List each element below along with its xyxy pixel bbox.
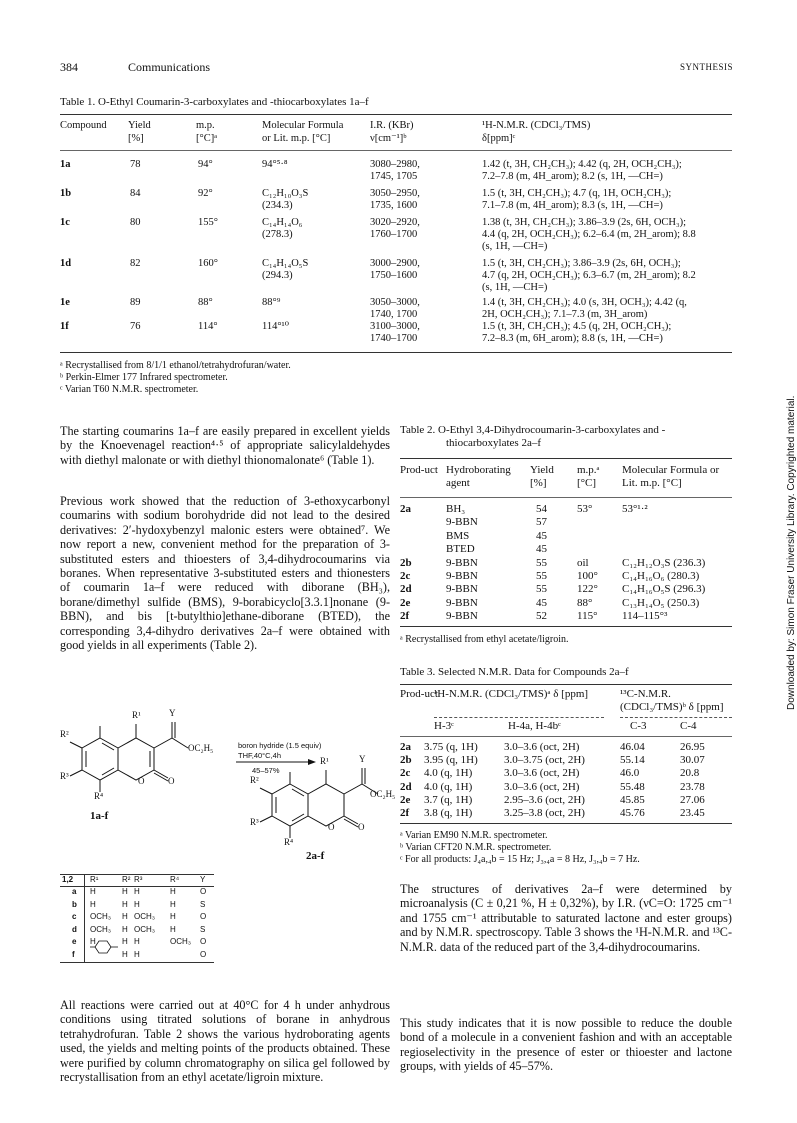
reagent-yield: 45–57%: [252, 766, 280, 775]
dihydrocoumarin-structure: [250, 762, 400, 862]
table2-cell: 52: [536, 610, 547, 623]
start-label: 1a-f: [90, 810, 109, 822]
table2-cell: 122°: [577, 583, 598, 596]
table1-ir: 3000–2900,: [370, 258, 420, 269]
table2-cell: C₁₄H₁₆O₅S (296.3): [622, 583, 706, 596]
table3-cell: 2f: [400, 807, 410, 819]
table1-nmr: 4.4 (q, 2H, OCH₂CH₃); 6.2–6.4 (m, 2H_arom); 8.8: [482, 229, 696, 240]
table2-col-header: Molecular Formula or Lit. m.p. [°C]: [622, 464, 720, 489]
table2-cell: 55: [536, 556, 547, 569]
substituent-row: f H H O: [72, 949, 207, 959]
table3-cell: 3.0–3.6 (oct, 2H): [504, 767, 580, 780]
table2-cell: 9-BBN: [446, 596, 478, 609]
table1-col-header: Molecular Formula: [262, 120, 344, 131]
intro-paragraph: The starting coumarins 1a–f are easily prepared in excellent yields by the Knoevenagel reaction⁴·⁵ of appropriate salicylaldehydes with diethyl malonate or with diethyl thionomalonate⁶ (Table 1).: [60, 424, 390, 467]
product-label: 2a-f: [306, 850, 325, 862]
table3-cell: 23.45: [680, 807, 705, 819]
table3-cell: 55.14: [620, 754, 645, 767]
table2-cell: 55: [536, 570, 547, 582]
table1-formula: (294.3): [262, 270, 293, 281]
table2-cell: 45: [536, 596, 547, 609]
table2-cell: 53°: [577, 503, 593, 515]
table1-formula: (234.3): [262, 200, 293, 211]
table1-col-header: Yield: [128, 120, 151, 131]
table3-cell: 2c: [400, 767, 411, 780]
table1-col-subheader: or Lit. m.p. [°C]: [262, 133, 331, 144]
table1-yield: 84: [130, 188, 141, 199]
table1-row-id: 1b: [60, 188, 72, 199]
table2-caption: Table 2. O-Ethyl 3,4-Dihydrocoumarin-3-carboxylates and -thiocarboxylates 2a–f: [400, 424, 666, 449]
p-oet-label: OC₂H₅: [370, 789, 396, 799]
table1-mp: 88°: [198, 297, 213, 308]
table3-subheader-cell: H-3ᶜ: [434, 720, 454, 732]
table1-ir: 1760–1700: [370, 229, 418, 240]
table1-footnotes: [60, 360, 291, 396]
table3-caption: Table 3. Selected N.M.R. Data for Compounds 2a–f: [400, 666, 629, 678]
table1-yield: 82: [130, 258, 141, 269]
table2-cell: C₁₄H₁₆O₆ (280.3): [622, 570, 700, 582]
table3-subheader-cell: C-3: [630, 720, 647, 732]
table3-cell: 45.76: [620, 807, 645, 819]
table2-cell: 53°¹·²: [622, 503, 648, 515]
table1-formula: 94°⁵·⁸: [262, 159, 288, 170]
table1-yield: 80: [130, 217, 141, 228]
table1-formula: 114°¹⁰: [262, 321, 289, 332]
table1-ir: 3100–3000,: [370, 321, 420, 332]
table2-cell: oil: [577, 556, 589, 569]
table1-nmr: (s, 1H, —CH=): [482, 241, 548, 252]
table1-row-id: 1f: [60, 321, 69, 332]
table3-cell: 2.95–3.6 (oct, 2H): [504, 793, 585, 806]
table3-cell: 3.0–3.75 (oct, 2H): [504, 754, 585, 767]
table2-cell: C₁₂H₁₂O₃S (236.3): [622, 556, 706, 569]
table1-ir: 1740–1700: [370, 333, 418, 344]
table3-cell: 2a: [400, 741, 411, 753]
table3-cell: 30.07: [680, 754, 705, 767]
table3-cell: 2e: [400, 793, 411, 806]
table1-formula: (278.3): [262, 229, 293, 240]
structures-paragraph: The structures of derivatives 2a–f were determined by microanalysis (C ± 0,21 %, H ± 0,32%), by I.R. (νC=O: 1725 cm⁻¹ and 1755 cm⁻¹ attributable to saturated lactone and ester groups) and by N.M.R. spectroscopy. Table 3 shows the ¹H-N.M.R. and ¹³C-N.M.R. data of the reduced part of the 3,4-dihydrocoumarins.: [400, 882, 732, 954]
table2-cell: 54: [536, 503, 547, 515]
table1-row-id: 1e: [60, 297, 70, 308]
substituent-row: a H H H H O: [72, 887, 207, 896]
table1-ir: 3020–2920,: [370, 217, 420, 228]
table1-nmr: 2H, OCH₂CH₃); 7.1–7.3 (m, 3H_arom): [482, 309, 648, 320]
table3-footnote: ᵇ Varian CFT20 N.M.R. spectrometer.: [400, 842, 552, 853]
table1-mp: 114°: [198, 321, 218, 332]
table2-cell: 45: [536, 543, 547, 556]
table3-c-head: ¹³C-N.M.R. (CDCl₃/TMS)ᵇ δ [ppm]: [620, 688, 724, 713]
download-notice: Downloaded by: Simon Fraser University Library. Copyrighted material.: [786, 395, 797, 710]
section-title: Communications: [128, 60, 210, 74]
table3-cell: 20.8: [680, 767, 700, 780]
p-carbonyl-o-label: O: [358, 822, 365, 832]
table1-nmr: 1.42 (t, 3H, CH₂CH₃); 4.42 (q, 2H, OCH₂CH₃);: [482, 159, 682, 170]
table3-cell: 3.0–3.6 (oct, 2H): [504, 741, 580, 753]
p-ring-o-label: O: [328, 822, 335, 832]
table2-cell: BTED: [446, 543, 475, 556]
table3-cell: 26.95: [680, 741, 705, 753]
table3-cell: 55.48: [620, 780, 645, 793]
table1-col-subheader: [°C]ᵃ: [196, 133, 218, 144]
table1-ir: 1745, 1705: [370, 171, 418, 182]
table2-col-header: Yield [%]: [530, 464, 554, 489]
table1-ir: 1740, 1700: [370, 309, 418, 320]
table2-cell: 114–115°³: [622, 610, 668, 623]
conclusion-paragraph: This study indicates that it is now possible to reduce the double bond of a molecule in a convenient fashion and with an acceptable regioselectivity in the presence of ester or thioester and lactone groups, with yields of 45–57%.: [400, 1016, 732, 1074]
table2-cell: 88°: [577, 596, 593, 609]
table1-nmr: 1.5 (t, 3H, CH₂CH₃); 4.7 (q, 1H, OCH₂CH₃);: [482, 188, 672, 199]
p-r1-label: R¹: [320, 756, 329, 766]
table2-cell: 45: [536, 529, 547, 542]
table3-cell: 23.78: [680, 780, 705, 793]
table2-col-header: m.p.ᵃ [°C]: [577, 464, 600, 489]
table3-cell: 45.85: [620, 793, 645, 806]
table3-cell: 3.75 (q, 1H): [424, 741, 478, 753]
table1-footnote: ᵇ Perkin-Elmer 177 Infrared spectrometer.: [60, 372, 228, 383]
table1-ir: 3050–3000,: [370, 297, 420, 308]
table2-cell: 9-BBN: [446, 583, 478, 596]
table1-col-header: ¹H-N.M.R. (CDCl₃/TMS): [482, 120, 591, 131]
table3-cell: 4.0 (q, 1H): [424, 780, 473, 793]
table1-nmr: 1.5 (t, 3H, CH₂CH₃); 4.5 (q, 2H, OCH₂CH₃);: [482, 321, 672, 332]
journal-name: SYNTHESIS: [679, 62, 733, 72]
method-paragraph: Previous work showed that the reduction of 3-ethoxycarbonyl coumarins with sodium borohydride did not lead to the desired derivatives: 2′-hydoxybenzyl malonic esters were obtained⁷. We now report a new, convenient method for the preparation of 3-substituted esters and thioesters of 3,4-dihydrocoumarins via boranes. When representative 3-substituted esters and thionesters of coumarin 1a–f were reduced with diborane (BH₃), borane/dimethyl sulfide (BMS), 9-borabicyclo[3.3.1]nonane (9-BBN), and bis [t-butylthio]ethane-diborane (BTED), the corresponding 3,4-dihydro derivatives 2a–f were obtained with good yields in all experiments (Table 2).: [60, 494, 390, 653]
table3-cell: 46.04: [620, 741, 645, 753]
table2-col-header: Prod-uct: [400, 464, 438, 476]
table3-cell: 3.95 (q, 1H): [424, 754, 478, 767]
table2-cell: 115°: [577, 610, 598, 623]
table3-cell: 3.25–3.8 (oct, 2H): [504, 807, 585, 819]
y-label: Y: [169, 708, 176, 718]
table1-formula: C₁₂H₁₀O₃S: [262, 188, 309, 199]
substituent-row: c OCH₃ H OCH₃ H O: [72, 912, 207, 921]
table1-nmr: (s, 1H, —CH=): [482, 282, 548, 293]
r4-label: R⁴: [94, 791, 104, 801]
table2-col-header: Hydroborating agent: [446, 464, 511, 489]
table1-ir: 1750–1600: [370, 270, 418, 281]
p-r3-label: R³: [250, 817, 259, 827]
table2-cell: 55: [536, 583, 547, 596]
table1-row-id: 1d: [60, 258, 72, 269]
table3-cell: 46.0: [620, 767, 640, 780]
phenyl-ring-icon: [90, 940, 120, 954]
table3-cell: 2d: [400, 780, 412, 793]
substituent-row: d OCH₃ H OCH₃ H S: [72, 924, 206, 934]
table1-col-subheader: [%]: [128, 133, 144, 144]
table3-footnote: ᶜ For all products: J₄a,₄b = 15 Hz; J₃,₄a = 8 Hz, J₃,₄b = 7 Hz.: [400, 854, 640, 865]
table1-nmr: 1.4 (t, 3H, CH₂CH₃); 4.0 (s, 3H, OCH₃); 4.42 (q,: [482, 297, 687, 308]
table1-ir: 1735, 1600: [370, 200, 418, 211]
table1-ir: 3050–2950,: [370, 188, 420, 199]
table1-col-header: m.p.: [196, 120, 215, 131]
table1-yield: 78: [130, 159, 141, 170]
table3-h-head: ¹H-N.M.R. (CDCl₃/TMS)ᵃ δ [ppm]: [434, 688, 589, 700]
table1-formula: C₁₄H₁₄O₆: [262, 217, 303, 228]
table1-yield: 89: [130, 297, 141, 308]
table2-cell: 9-BBN: [446, 516, 478, 529]
table1-nmr: 7.1–7.8 (m, 4H_arom); 8.3 (s, 1H, —CH=): [482, 200, 663, 211]
table1-col-header: Compound: [60, 120, 107, 131]
table2-cell: 2e: [400, 596, 411, 609]
reaction-scheme: [60, 708, 400, 866]
table3-subheader-cell: H-4a, H-4bᶜ: [508, 720, 561, 732]
table3-cell: 27.06: [680, 793, 705, 806]
table2-cell: 2f: [400, 610, 410, 623]
table1-nmr: 7.2–8.3 (m, 6H_arom); 8.8 (s, 1H, —CH=): [482, 333, 663, 344]
table2-cell: 57: [536, 516, 547, 529]
table2-cell: 2b: [400, 556, 412, 569]
p-y-label: Y: [359, 754, 366, 764]
table2-cell: 9-BBN: [446, 610, 478, 623]
table1-formula: C₁₄H₁₄O₅S: [262, 258, 309, 269]
table1-formula: 88°⁹: [262, 297, 281, 308]
reagent-line2: THF,40°C,4h: [238, 751, 282, 760]
page-number: 384: [60, 60, 78, 74]
table3-footnotes: [400, 830, 640, 866]
table2-cell: BH₃: [446, 503, 466, 515]
table1-yield: 76: [130, 321, 141, 332]
table2-cell: 2d: [400, 583, 412, 596]
substituent-row: b H H H H S: [72, 899, 206, 909]
table1-mp: 94°: [198, 159, 213, 170]
table1-col-subheader: δ[ppm]ᶜ: [482, 133, 516, 144]
oet-label: OC₂H₅: [188, 743, 214, 753]
table1-row-id: 1a: [60, 159, 71, 170]
table1-footnote: ᵃ Recrystallised from 8/1/1 ethanol/tetrahydrofuran/water.: [60, 360, 291, 371]
table2-cell: 100°: [577, 570, 598, 582]
table1-mp: 155°: [198, 217, 218, 228]
table3-cell: 2b: [400, 754, 412, 767]
ring-o-label: O: [138, 776, 145, 786]
table1-ir: 3080–2980,: [370, 159, 420, 170]
table1-col-subheader: ν[cm⁻¹]ᵇ: [370, 133, 407, 144]
table2-cell: 9-BBN: [446, 570, 478, 582]
table1-row-id: 1c: [60, 217, 70, 228]
table2-cell: C₁₃H₁₄O₅ (250.3): [622, 596, 700, 609]
table1-nmr: 4.7 (q, 2H, OCH₂CH₃); 6.3–6.7 (m, 2H_arom); 8.2: [482, 270, 696, 281]
table1-nmr: 1.38 (t, 3H, CH₂CH₃); 3.86–3.9 (2s, 6H, OCH₃);: [482, 217, 687, 228]
table2-cell: 2a: [400, 503, 411, 515]
table3-subheader-cell: C-4: [680, 720, 697, 732]
p-r4-label: R⁴: [284, 837, 294, 847]
subtab-header: 1,2 R¹ R² R³ R⁴ Y: [60, 874, 214, 887]
table3-footnote: ᵃ Varian EM90 N.M.R. spectrometer.: [400, 830, 548, 841]
substituent-row: e H H H OCH₃ O: [72, 937, 207, 946]
table1-caption: Table 1. O-Ethyl Coumarin-3-carboxylates and -thiocarboxylates 1a–f: [60, 96, 369, 108]
table1-footnote: ᶜ Varian T60 N.M.R. spectrometer.: [60, 384, 199, 395]
conditions-paragraph: All reactions were carried out at 40°C for 4 h under anhydrous conditions using titrated solutions of borane in anhydrous tetrahydrofuran. Table 2 shows the various hydroborating agents used, the yields and melting points of the products obtained. These were purified by column chromatography on silica gel followed by recrystallisation from an ethyl acetate/ligroin mixture.: [60, 998, 390, 1085]
table3-cell: 3.7 (q, 1H): [424, 793, 473, 806]
table3-cell: 3.8 (q, 1H): [424, 807, 473, 819]
r2-label: R²: [60, 729, 69, 739]
table1-col-header: I.R. (KBr): [370, 120, 414, 131]
table1-nmr: 7.2–7.8 (m, 4H_arom); 8.2 (s, 1H, —CH=): [482, 171, 663, 182]
p-r2-label: R²: [250, 775, 259, 785]
table3-prod-head: Prod-uct: [400, 688, 438, 700]
r1-label: R¹: [132, 710, 141, 720]
r3-label: R³: [60, 771, 69, 781]
table2-cell: BMS: [446, 529, 470, 542]
table3-cell: 4.0 (q, 1H): [424, 767, 473, 780]
table2-cell: 9-BBN: [446, 556, 478, 569]
table1-mp: 160°: [198, 258, 218, 269]
table1-mp: 92°: [198, 188, 213, 199]
table2-footnote: ᵃ Recrystallised from ethyl acetate/ligroin.: [400, 634, 569, 645]
table1-nmr: 1.5 (t, 3H, CH₂CH₃); 3.86–3.9 (2s, 6H, OCH₃);: [482, 258, 681, 269]
reagent-line1: boron hydride (1.5 equiv): [238, 741, 322, 750]
carbonyl-o-label: O: [168, 776, 175, 786]
table2-cell: 2c: [400, 570, 411, 582]
table3-cell: 3.0–3.6 (oct, 2H): [504, 780, 580, 793]
